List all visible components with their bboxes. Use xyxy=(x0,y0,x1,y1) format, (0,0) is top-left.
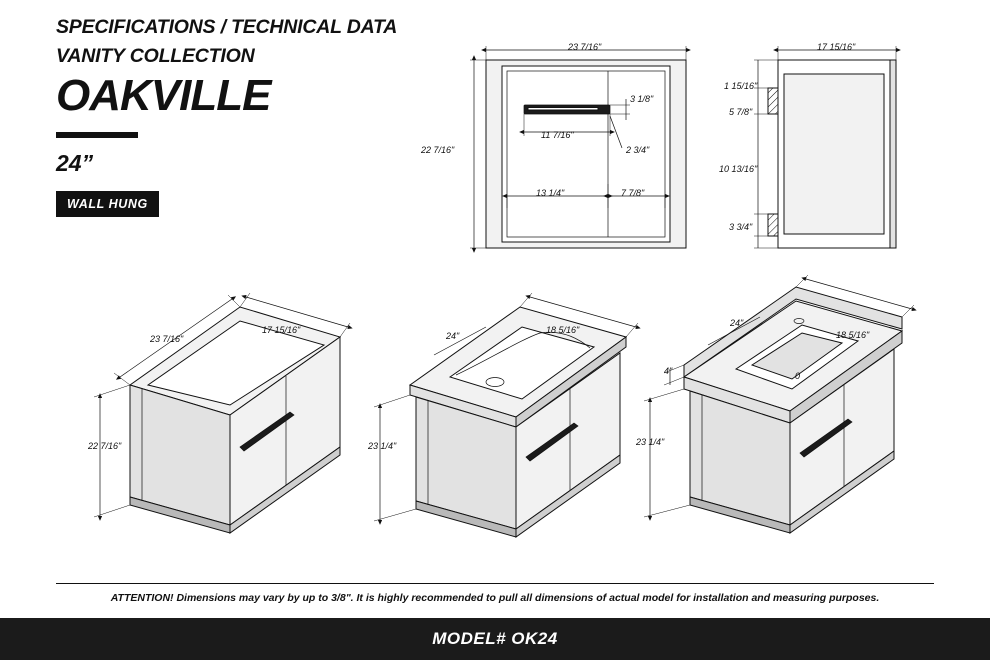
dim-side-lower: 3 3/4" xyxy=(729,222,753,232)
attention-divider xyxy=(56,583,934,584)
title-rule xyxy=(56,132,138,138)
dim-handle-height: 3 1/8" xyxy=(630,94,654,104)
dim-side-upper: 5 7/8" xyxy=(729,107,753,117)
dim-side-middle: 10 13/16" xyxy=(719,164,758,174)
dim-side-depth: 17 15/16" xyxy=(817,42,856,52)
model-number: MODEL# OK24 xyxy=(432,629,558,648)
dim-door-right: 7 7/8" xyxy=(621,188,645,198)
dim-iso2-width: 24" xyxy=(446,331,460,341)
dim-iso3-width: 24" xyxy=(730,318,744,328)
title-block xyxy=(56,16,456,217)
dim-iso3-depth: 18 5/16" xyxy=(836,330,870,340)
dim-handle-offset: 2 3/4" xyxy=(626,145,650,155)
model-name: OAKVILLE xyxy=(56,71,271,120)
dim-iso3-faucet-hole: 0 xyxy=(795,371,801,381)
dim-handle-width: 11 7/16" xyxy=(541,130,574,140)
dim-iso1-depth: 17 15/16" xyxy=(262,325,301,335)
wall-hung-badge: WALL HUNG xyxy=(56,191,159,217)
dim-iso1-width: 23 7/16" xyxy=(150,334,184,344)
dim-iso1-height: 22 7/16" xyxy=(88,441,122,451)
attention-note: ATTENTION! Dimensions may vary by up to 3/8". It is highly recommended to pull all dimensions of actual model for installation and measuring purposes. xyxy=(110,592,880,604)
dim-door-left: 13 1/4" xyxy=(536,188,565,198)
dim-side-top-offset: 1 15/16" xyxy=(724,81,758,91)
model-footer-bar xyxy=(0,618,990,660)
spec-heading: SPECIFICATIONS / TECHNICAL DATA xyxy=(56,16,398,38)
collection-heading: VANITY COLLECTION xyxy=(56,45,255,67)
dim-iso3-backsplash: 4" xyxy=(664,366,673,376)
dim-iso3-height: 23 1/4" xyxy=(636,437,665,447)
size-label: 24” xyxy=(56,150,94,176)
dim-iso2-depth: 18 5/16" xyxy=(546,325,580,335)
dim-front-height: 22 7/16" xyxy=(421,145,455,155)
dim-iso2-height: 23 1/4" xyxy=(368,441,397,451)
dim-front-width: 23 7/16" xyxy=(568,42,602,52)
